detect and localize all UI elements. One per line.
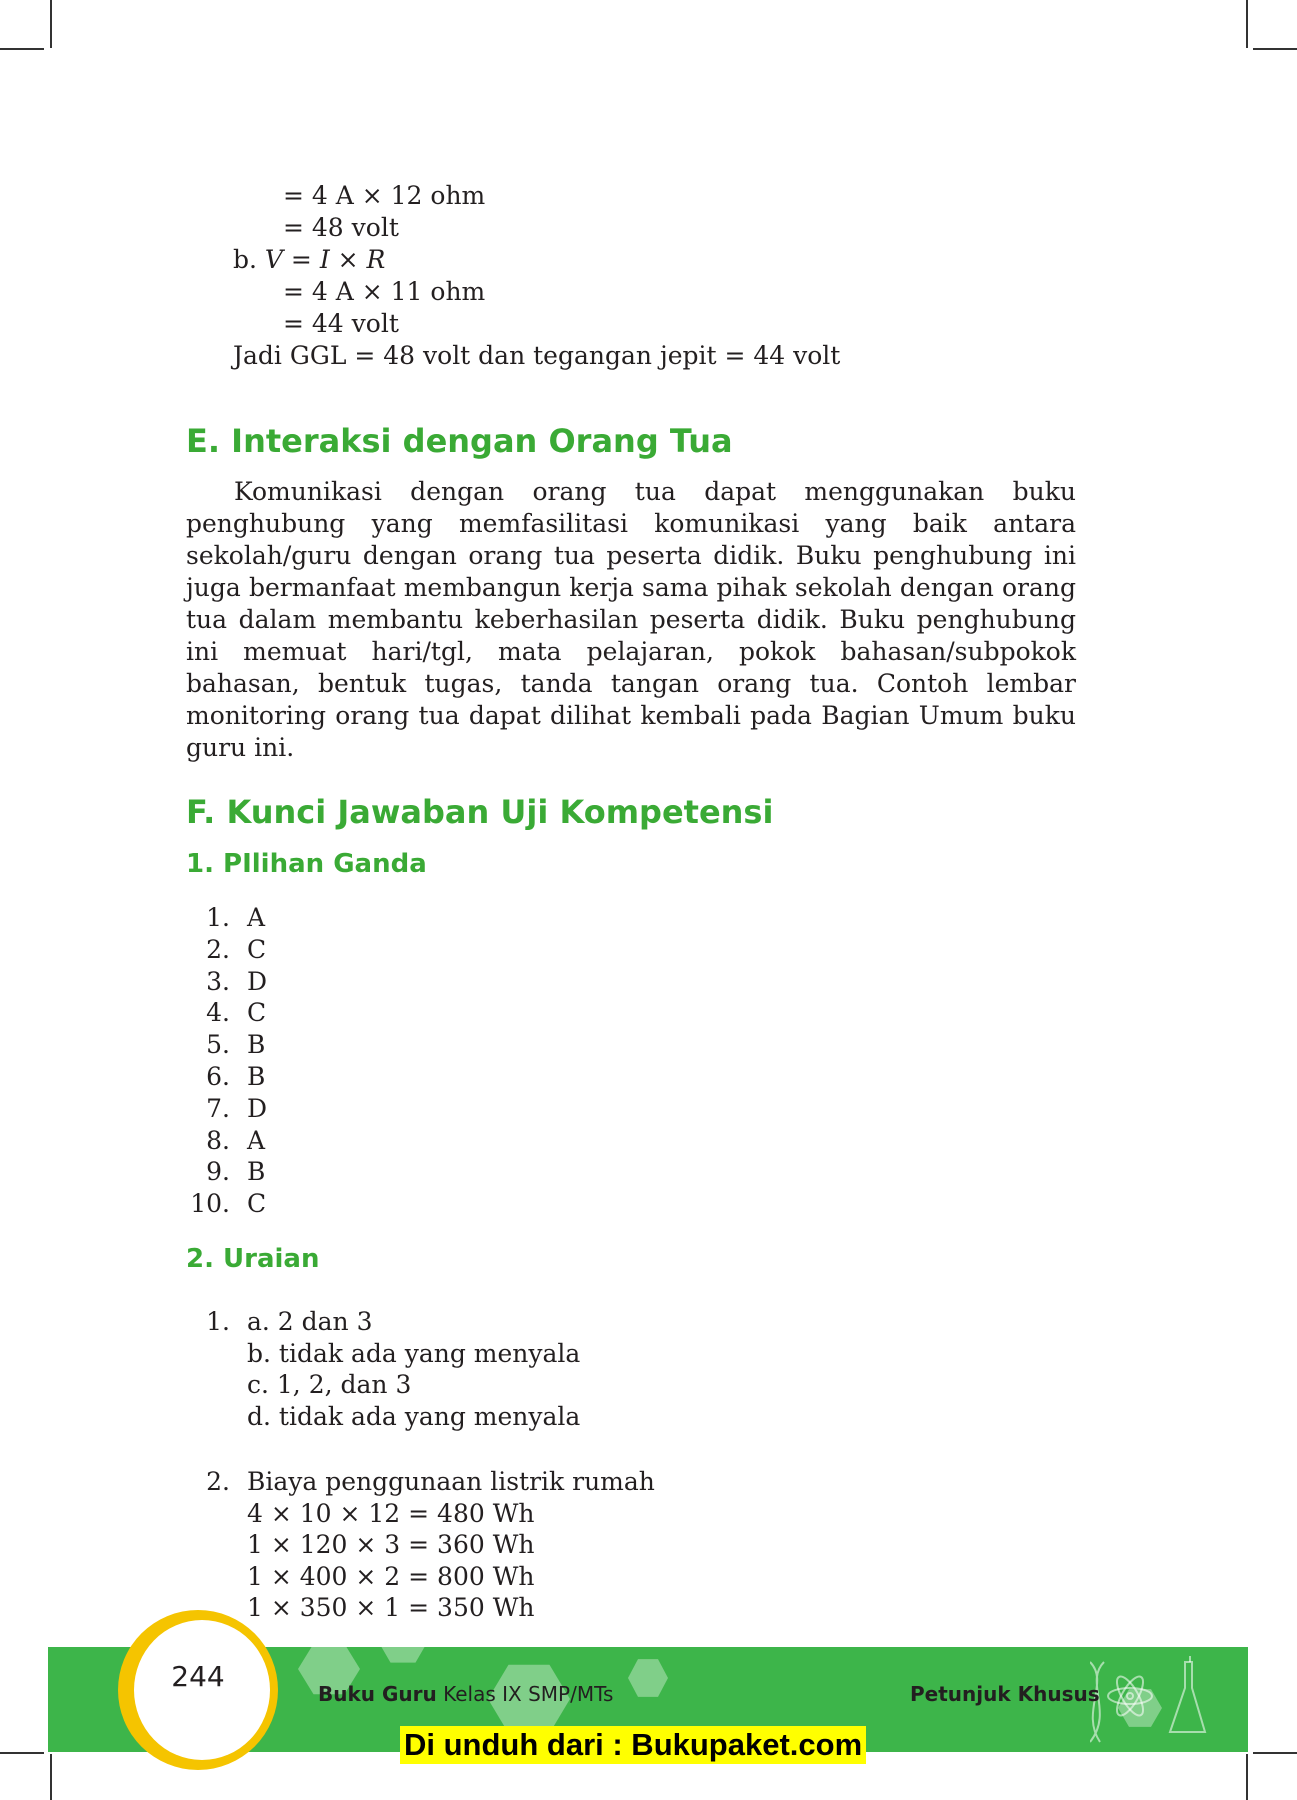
- answer-value: C: [247, 1189, 267, 1219]
- crop-mark: [50, 0, 52, 48]
- formula-r: R: [366, 245, 386, 274]
- formula-times: ×: [329, 245, 367, 274]
- answer-number: 5.: [206, 1030, 230, 1060]
- crop-mark: [50, 1754, 52, 1800]
- answer-number: 9.: [206, 1157, 230, 1187]
- science-icon: [1090, 1652, 1230, 1748]
- answer-value: C: [247, 998, 267, 1028]
- uraian-line: a. 2 dan 3: [247, 1307, 373, 1336]
- answer-number: 7.: [206, 1093, 230, 1123]
- answer-value: C: [247, 934, 267, 964]
- crop-mark: [0, 1752, 44, 1754]
- uraian-line: 1 × 350 × 1 = 350 Wh: [247, 1593, 535, 1623]
- page-number: 244: [171, 1660, 225, 1693]
- calc-b-formula: [233, 244, 385, 276]
- download-banner[interactable]: Di unduh dari : Bukupaket.com: [400, 1726, 866, 1764]
- answer-number: 2.: [206, 934, 230, 964]
- answer-value: A: [247, 1125, 266, 1155]
- book-title-bold: Buku Guru: [318, 1682, 437, 1706]
- uraian-title: 2. Uraian: [186, 1244, 320, 1274]
- answer-number: 1.: [206, 903, 230, 932]
- uraian-line: c. 1, 2, dan 3: [247, 1370, 412, 1400]
- book-title-rest: Kelas IX SMP/MTs: [436, 1682, 614, 1706]
- crop-mark: [1253, 1752, 1297, 1754]
- section-e-text: Komunikasi dengan orang tua dapat menggunakan buku penghubung yang memfasilitasi komunikasi yang baik antara sekolah/guru dengan orang tua peserta didik. Buku penghubung ini juga bermanfaat membangun kerja sama pihak sekolah dengan orang tua dalam membantu keberhasilan peserta didik. Buku penghubung ini memuat hari/tgl, mata pelajaran, pokok bahasan/subpokok bahasan, bentuk tugas, tanda tangan orang tua. Contoh lembar monitoring orang tua dapat dilihat kembali pada Bagian Umum buku guru ini.: [186, 477, 1076, 762]
- crop-mark: [0, 48, 44, 50]
- calc-b-label: b.: [233, 245, 257, 274]
- crop-mark: [1246, 1754, 1248, 1800]
- section-e-title: E. Interaksi dengan Orang Tua: [186, 422, 733, 460]
- formula-i: I: [319, 245, 330, 274]
- answer-value: A: [247, 903, 266, 932]
- calc-b-step-1: = 4 A × 11 ohm: [283, 277, 486, 306]
- uraian-line: 4 × 10 × 12 = 480 Wh: [247, 1498, 535, 1528]
- answer-value: B: [247, 1030, 266, 1060]
- formula-v: V: [264, 245, 283, 274]
- calc-a-line-1: = 4 A × 12 ohm: [283, 181, 486, 210]
- calc-b-step-2: = 44 volt: [283, 309, 399, 338]
- section-label: Petunjuk Khusus: [910, 1682, 1100, 1706]
- pilihan-ganda-title: 1. PIlihan Ganda: [186, 849, 427, 879]
- uraian-line: b. tidak ada yang menyala: [247, 1338, 581, 1368]
- answer-number: 4.: [206, 998, 230, 1028]
- section-f-title: F. Kunci Jawaban Uji Kompetensi: [186, 793, 774, 831]
- calc-a-line-2: = 48 volt: [283, 213, 399, 242]
- uraian-line: d. tidak ada yang menyala: [247, 1401, 581, 1431]
- book-title: [318, 1682, 613, 1706]
- answer-value: B: [247, 1157, 266, 1187]
- hexagon-decoration: [378, 1647, 428, 1665]
- uraian-number: 2.: [206, 1467, 230, 1496]
- answer-value: D: [247, 1093, 268, 1123]
- uraian-number: 1.: [206, 1307, 230, 1336]
- section-e-paragraph: [186, 476, 1076, 764]
- answer-number: 6.: [206, 1062, 230, 1091]
- formula-eq: =: [282, 245, 320, 274]
- answer-number: 8.: [206, 1125, 230, 1155]
- crop-mark: [1246, 0, 1248, 48]
- answer-value: D: [247, 966, 268, 996]
- answer-number: 3.: [206, 966, 230, 996]
- conclusion: Jadi GGL = 48 volt dan tegangan jepit = 44 volt: [233, 341, 841, 370]
- answer-value: B: [247, 1062, 266, 1091]
- hexagon-decoration: [628, 1657, 668, 1699]
- uraian-line: 1 × 400 × 2 = 800 Wh: [247, 1561, 535, 1591]
- answer-number: 10.: [190, 1189, 230, 1219]
- uraian-line: 1 × 120 × 3 = 360 Wh: [247, 1530, 535, 1560]
- uraian-line: Biaya penggunaan listrik rumah: [247, 1467, 655, 1496]
- crop-mark: [1253, 48, 1297, 50]
